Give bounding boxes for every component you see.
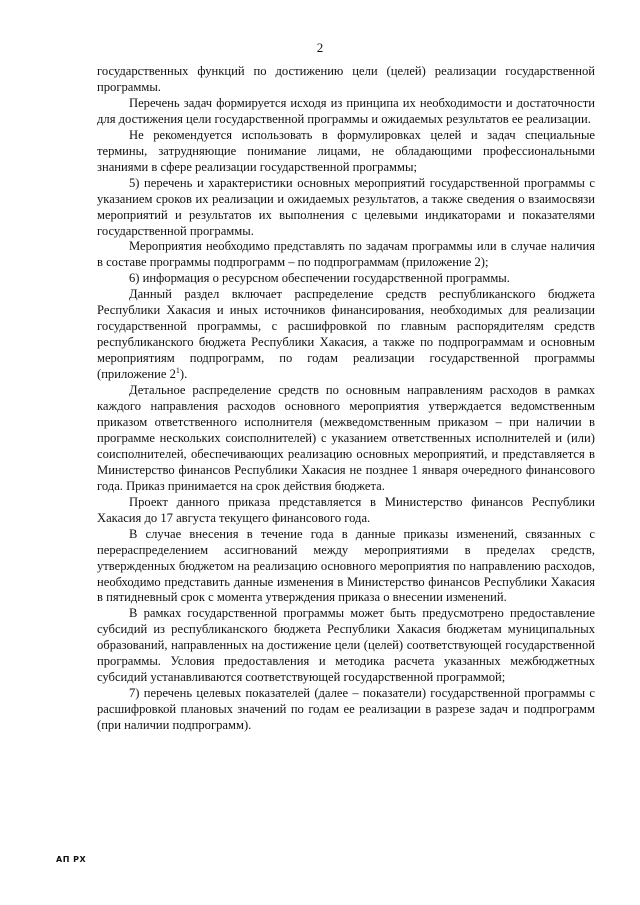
paragraph: В случае внесения в течение года в данные приказы изменений, связанных с перераспределением ассигнований между мероприятиями в пределах средств, утвержденных бюджетом на реализацию основного мероприятия по направлению расходов, необходимо представить данные изменения в Министерство финансов Республики Хакасия в пятидневный срок с момента утверждения приказа о внесении изменений. xyxy=(97,526,595,605)
paragraph: Проект данного приказа представляется в Министерство финансов Республики Хакасия до 17 августа текущего финансового года. xyxy=(97,494,595,525)
paragraph: Мероприятия необходимо представлять по задачам программы или в случае наличия в составе программы подпрограмм – по подпрограммам (приложение 2); xyxy=(97,239,595,270)
appendix-superscript: 1 xyxy=(175,365,180,375)
page-number: 2 xyxy=(316,40,324,55)
paragraph: государственных функций по достижению цели (целей) реализации государственной программы. xyxy=(97,64,595,94)
paragraph: Детальное распределение средств по основным направлениям расходов в рамках каждого направления расходов основного мероприятия утверждается ведомственным приказом ответственного исполнителя (межведомственным приказом – при наличии в программе нескольких соисполнителей) с указанием ответственных исполнителей и (или) соисполнителей, обеспечивающих реализацию основных мероприятий, и представляется в Министерство финансов Республики Хакасия не позднее 1 января очередного финансового года. Приказ принимается на срок действия бюджета. xyxy=(97,383,595,493)
footer-stamp: АП РХ xyxy=(56,855,87,864)
paragraph: 7) перечень целевых показателей (далее – показатели) государственной программы с расшифровкой плановых значений по годам ее реализации в разрезе задач и подпрограмм (при наличии подпрограмм). xyxy=(97,686,595,733)
paragraph: В рамках государственной программы может быть предусмотрено предоставление субсидий из республиканского бюджета Республики Хакасия бюджетам муниципальных образований, направленных на достижение цели (целей) соответствующей государственной программы. Условия предоставления и методика расчета указанных межбюджетных субсидий устанавливаются соответствующей государственной программой; xyxy=(97,606,595,685)
paragraph: 5) перечень и характеристики основных мероприятий государственной программы с указанием сроков их реализации и ожидаемых результатов, а также сведения о взаимосвязи мероприятий и результатов их выполнения с целевыми индикаторами и показателями государственной программы. xyxy=(97,175,595,238)
document-body xyxy=(97,64,595,734)
paragraph xyxy=(97,287,595,383)
paragraph: 6) информация о ресурсном обеспечении государственной программы. xyxy=(129,271,510,286)
paragraph-text: Данный раздел включает распределение средств республиканского бюджета Республики Хакасия и иных источников финансирования, необходимых для реализации государственной программы, с расшифровкой по главным распорядителям средств республиканского бюджета Республики Хакасия, а также по подпрограммам и основным мероприятиям подпрограмм, по годам реализации государственной программы (приложение 2 xyxy=(97,287,595,382)
paragraph-end: ). xyxy=(179,367,188,382)
paragraph: Перечень задач формируется исходя из принципа их необходимости и достаточности для достижения цели государственной программы и ожидаемых результатов ее реализации. xyxy=(97,95,595,126)
paragraph: Не рекомендуется использовать в формулировках целей и задач специальные термины, затрудняющие понимание лицами, не обладающими профессиональными знаниями в сфере реализации государственной программы; xyxy=(97,127,595,174)
